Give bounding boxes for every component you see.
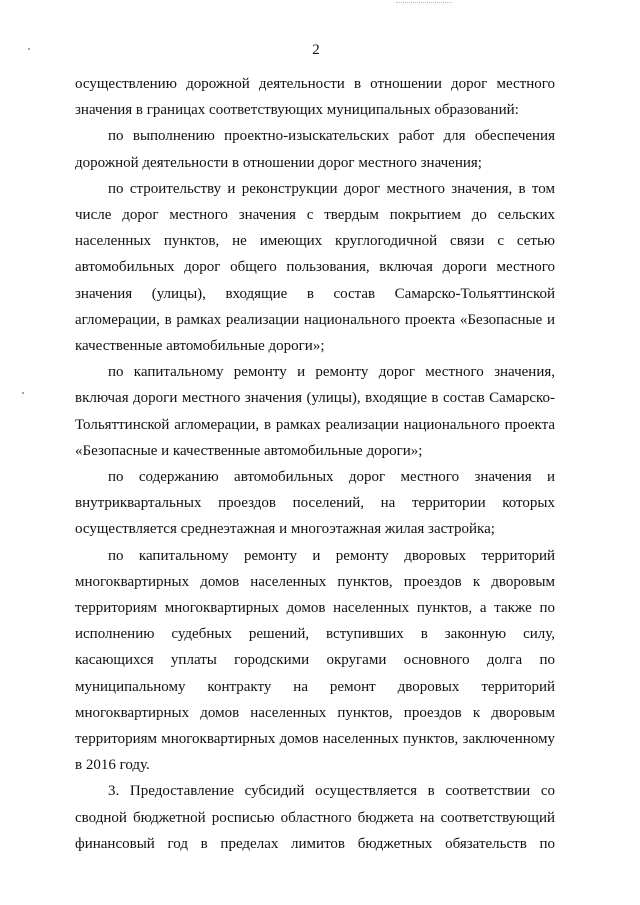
paragraph-item-3: 3. Предоставление субсидий осуществляется в соответствии со сводной бюджетной росписью областного бюджета на соответствующий финансовый год в пределах лимитов бюджетных обязательств по (75, 783, 555, 852)
paragraph-construction: по строительству и реконструкции дорог местного значения, в том числе дорог местного значения с твердым покрытием до сельских населенных пунктов, не имеющих круглогодичной связи с сетью автомобильных дорог общего пользования, включая дороги местного значения (улицы), входящие в состав Самарско-Тольяттинской агломерации, в рамках реализации национального проекта «Безопасные и качественные автомобильные дороги»; (75, 180, 555, 355)
page-number: 2 (312, 42, 320, 58)
paragraph-courtyards: по капитальному ремонту и ремонту дворовых территорий многоквартирных домов населенных пунктов, проездов к дворовым территориям многоквартирных домов населенных пунктов, а также по исполнению судебных решений, вступивших в законную силу, касающихся уплаты городскими округами основного долга по муниципальному контракту на ремонт дворовых территорий многоквартирных домов населенных пунктов, проездов к дворовым территориям многоквартирных домов населенных пунктов, заключенному в 2016 году. (75, 547, 555, 774)
scan-dot (22, 392, 24, 394)
paragraph-design-survey: по выполнению проектно-изыскательских работ для обеспечения дорожной деятельности в отношении дорог местного значения; (75, 128, 555, 171)
document-body (75, 71, 555, 857)
paragraph-repair: по капитальному ремонту и ремонту дорог местного значения, включая дороги местного значения (улицы), входящие в состав Самарско-Тольяттинской агломерации, в рамках реализации национального проекта «Безопасные и качественные автомобильные дороги»; (75, 364, 555, 459)
paragraph-maintenance: по содержанию автомобильных дорог местного значения и внутриквартальных проездов поселений, на территории которых осуществляется среднеэтажная и многоэтажная жилая застройка; (75, 469, 555, 538)
paragraph-continuation: осуществлению дорожной деятельности в отношении дорог местного значения в границах соответствующих муниципальных образований: (75, 76, 555, 119)
scan-edge-mark (396, 2, 452, 4)
